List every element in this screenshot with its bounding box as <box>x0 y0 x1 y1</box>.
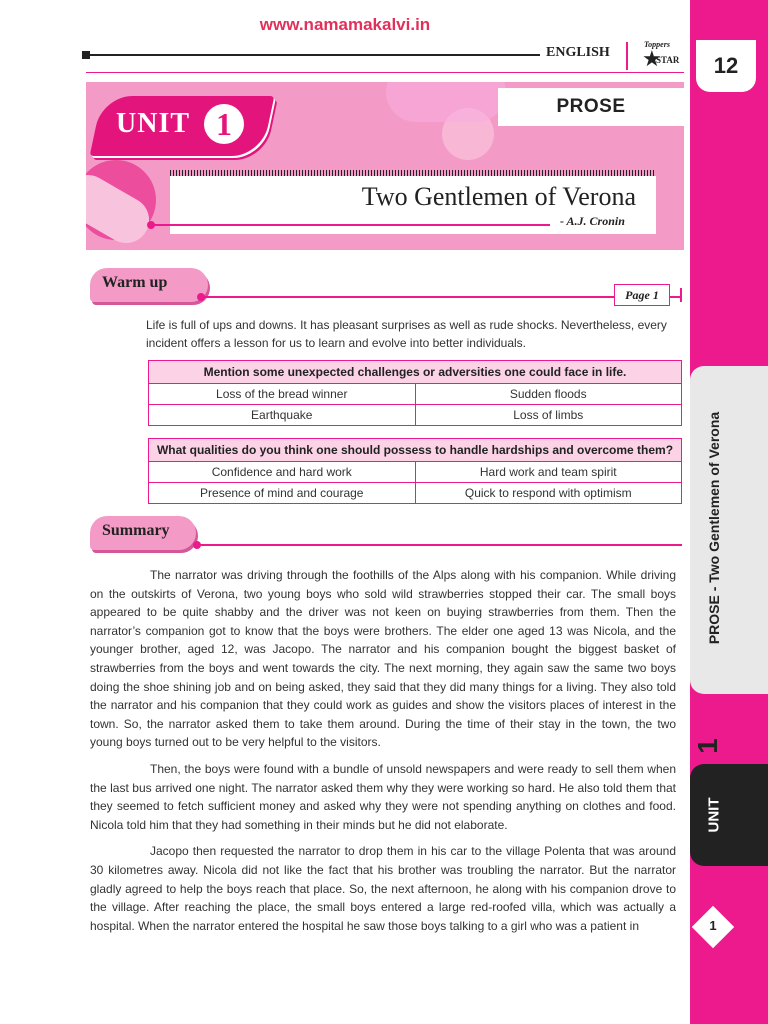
page-number: 1 <box>709 918 717 933</box>
chapter-side-tab <box>690 366 768 694</box>
summary-paragraph: Jacopo then requested the narrator to drop them in his car to the village Polenta that was around 30 kilometres away. Nicola did not like the fact that his brother was troubling the narrator. But the narrator gladly agreed to help the boys reach that place. So, the next afternoon, he along with his companion drove to the village. After reaching the place, the small boys entered a large red-roofed villa, which was actually a hospital. When the narrator entered the hospital he saw those boys talking to a girl who was a patient in <box>90 844 676 933</box>
table-row: Earthquake Loss of limbs <box>149 405 682 426</box>
side-unit-number: 1 <box>691 738 723 754</box>
table-row: Confidence and hard work Hard work and team spirit <box>149 462 682 483</box>
header-rule <box>86 54 540 56</box>
warmup-rule <box>200 296 614 298</box>
page-reference: Page 1 <box>614 284 670 306</box>
brand-logo: Toppers ★ STAR <box>642 40 680 71</box>
qualities-table <box>148 438 682 504</box>
standard-badge: 12 <box>696 40 756 92</box>
site-url[interactable]: www.namamakalvi.in <box>259 15 431 34</box>
side-unit-label: UNIT <box>705 797 723 833</box>
author-name: - A.J. Cronin <box>560 214 625 228</box>
unit-side-tab <box>690 764 768 866</box>
unit-label: UNIT <box>116 108 191 139</box>
category-label: PROSE <box>556 96 626 117</box>
table-row: Loss of the bread winner Sudden floods <box>149 384 682 405</box>
warmup-heading: Warm up <box>102 274 168 291</box>
table-header: What qualities do you think one should possess to handle hardships and overcome them? <box>149 439 682 462</box>
side-bar <box>690 0 768 1024</box>
summary-text <box>90 566 676 943</box>
summary-heading: Summary <box>102 522 170 539</box>
header-separator <box>626 42 628 70</box>
chapter-side-label: PROSE - Two Gentlemen of Verona <box>706 411 722 645</box>
table-row: Presence of mind and courage Quick to respond with optimism <box>149 483 682 504</box>
challenges-table <box>148 360 682 426</box>
star-icon: ★ <box>642 46 662 71</box>
header-pink-rule <box>86 72 684 73</box>
unit-number: 1 <box>204 104 244 144</box>
subject-label: ENGLISH <box>546 45 610 60</box>
summary-paragraph: Then, the boys were found with a bundle of unsold newspapers and were ready to sell them when the last bus arrived one night. The narrator asked them why they were working so hard. He also told them that they seemed to fetch sufficient money and asked why they were not spending anything on clothes and food. Nicola told him that they had something in their minds but he did not elaborate. <box>90 761 676 832</box>
warmup-intro: Life is full of ups and downs. It has pleasant surprises as well as rude shocks. Nevertheless, every incident offers a lesson for us to learn and evolve into better individuals. <box>146 318 667 350</box>
lesson-title: Two Gentlemen of Verona <box>361 182 636 211</box>
table-header: Mention some unexpected challenges or adversities one could face in life. <box>149 361 682 384</box>
summary-rule <box>196 544 682 546</box>
author-rule <box>150 224 550 226</box>
summary-paragraph: The narrator was driving through the foothills of the Alps along with his companion. While driving on the outskirts of Verona, two young boys who sold wild strawberries stopped their car. The small boys appeared to be quite shabby and the driver was not keen on buying strawberries from them. Then the narrator’s companion got to know that the boys were brothers. The elder one aged 13 was Nicola, and the younger brother, aged 12, was Jacopo. The narrator and his companion bought the biggest basket of strawberries from the boys and went towards the city. The next morning, they again saw the same two boys doing the shoe shining job and on being asked, they said that they did many things for a living. They also told the narrator and his companion that they could work as guides and show the visitors places of interest in the town. So, the narrator asked them to take them around. During the time of their stay in the town, the two young boys turned out to be very helpful to the visitors. <box>90 568 676 750</box>
